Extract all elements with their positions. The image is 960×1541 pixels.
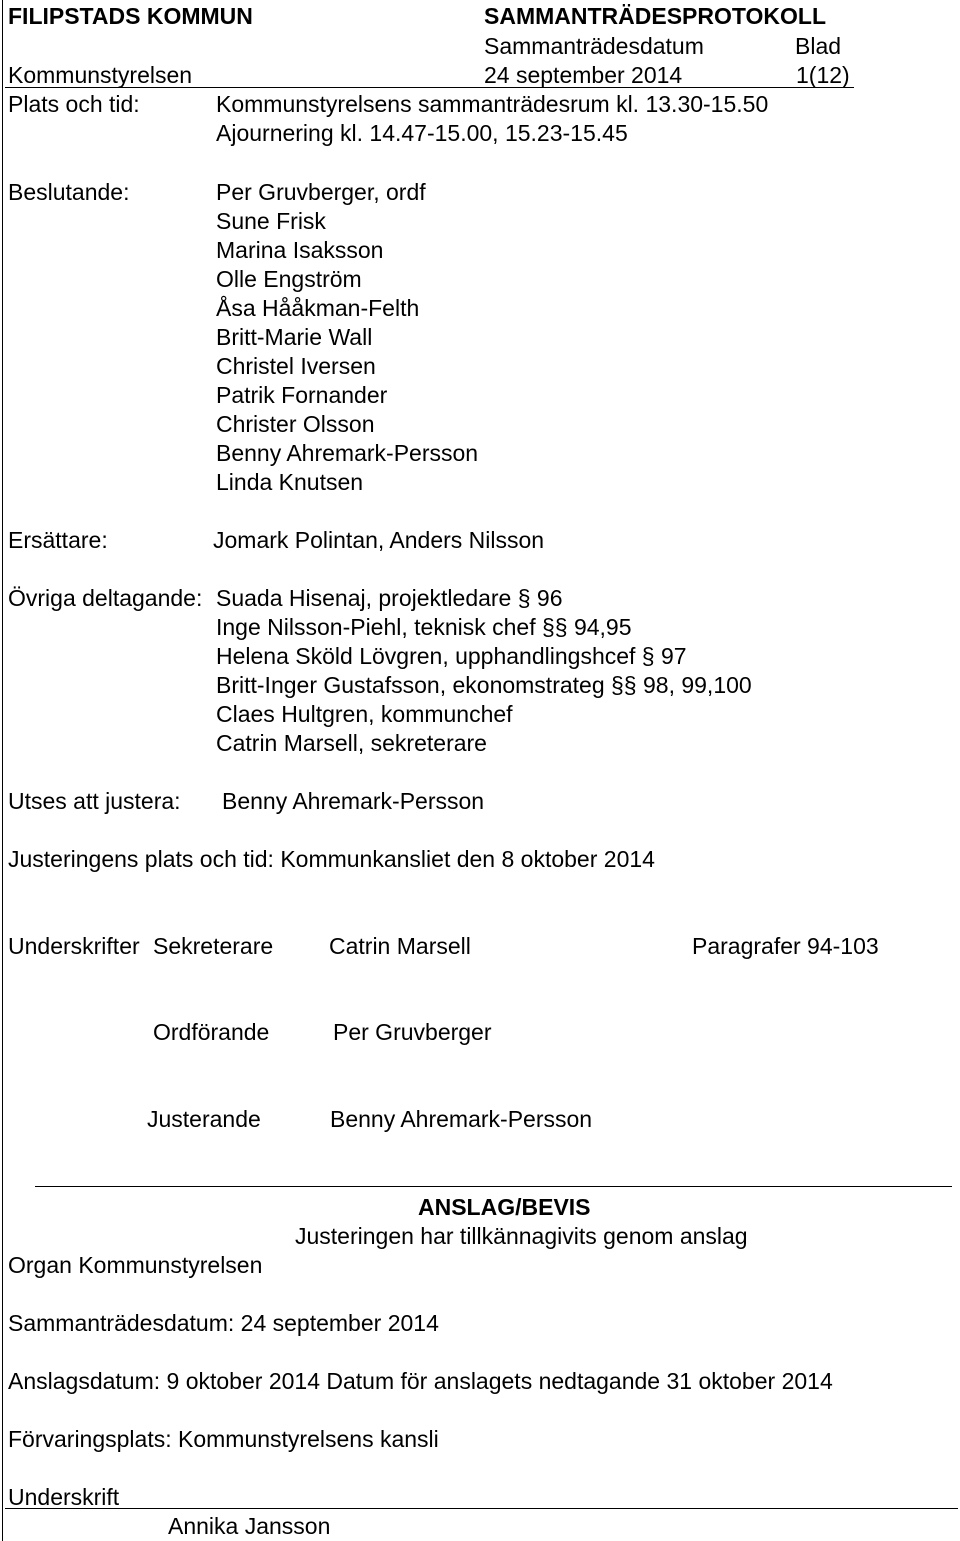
document-type: SAMMANTRÄDESPROTOKOLL xyxy=(484,3,827,29)
other-participant: Catrin Marsell, sekreterare xyxy=(216,730,487,756)
other-participant: Suada Hisenaj, projektledare § 96 xyxy=(216,585,563,611)
notice-subtitle: Justeringen har tillkännagivits genom anslag xyxy=(295,1223,748,1249)
municipality-name: FILIPSTADS KOMMUN xyxy=(8,3,253,29)
signer-name: Annika Jansson xyxy=(168,1513,331,1539)
place-value: Kommunstyrelsens sammanträdesrum kl. 13.30-15.50 xyxy=(216,91,769,117)
signature-label: Underskrift xyxy=(8,1484,120,1510)
page-label: Blad xyxy=(795,33,842,59)
member-item: Marina Isaksson xyxy=(216,237,384,263)
member-item: Åsa Hååkman-Felth xyxy=(216,295,420,321)
member-item: Christel Iversen xyxy=(216,353,376,379)
organ-name: Kommunstyrelsen xyxy=(8,62,193,88)
adjuster-value: Benny Ahremark-Persson xyxy=(222,788,485,814)
substitutes-value: Jomark Polintan, Anders Nilsson xyxy=(213,527,545,553)
member-item: Christer Olsson xyxy=(216,411,375,437)
members-label: Beslutande: xyxy=(8,179,130,205)
header-rule xyxy=(5,87,854,88)
chair-label: Ordförande xyxy=(153,1019,270,1045)
other-participant: Claes Hultgren, kommunchef xyxy=(216,701,513,727)
member-item: Benny Ahremark-Persson xyxy=(216,440,479,466)
meeting-date-label: Sammanträdesdatum xyxy=(484,33,704,59)
member-item: Sune Frisk xyxy=(216,208,326,234)
member-item: Linda Knutsen xyxy=(216,469,364,495)
adjustment-place-time: Justeringens plats och tid: Kommunkansliet den 8 oktober 2014 xyxy=(8,846,655,872)
notice-meeting-date: Sammanträdesdatum: 24 september 2014 xyxy=(8,1310,439,1336)
substitutes-label: Ersättare: xyxy=(8,527,108,553)
place-label: Plats och tid: xyxy=(8,91,140,117)
adjuster-sign-label: Justerande xyxy=(147,1106,261,1132)
left-margin-rule xyxy=(2,0,3,1541)
signatures-label: Underskrifter xyxy=(8,933,140,959)
storage-place: Förvaringsplats: Kommunstyrelsens kansli xyxy=(8,1426,439,1452)
member-item: Britt-Marie Wall xyxy=(216,324,373,350)
member-item: Per Gruvberger, ordf xyxy=(216,179,426,205)
other-participant: Britt-Inger Gustafsson, ekonomstrateg §§ 98, 99,100 xyxy=(216,672,752,698)
others-label: Övriga deltagande: xyxy=(8,585,203,611)
secretary-name: Catrin Marsell xyxy=(329,933,471,959)
signature-line xyxy=(5,1508,958,1509)
other-participant: Helena Sköld Lövgren, upphandlingshcef § 97 xyxy=(216,643,687,669)
notice-title: ANSLAG/BEVIS xyxy=(418,1194,591,1220)
member-item: Patrik Fornander xyxy=(216,382,388,408)
adjournment: Ajournering kl. 14.47-15.00, 15.23-15.45 xyxy=(216,120,628,146)
page-number: 1(12) xyxy=(796,62,850,88)
adjuster-label: Utses att justera: xyxy=(8,788,181,814)
meeting-date: 24 september 2014 xyxy=(484,62,683,88)
adjuster-sign-name: Benny Ahremark-Persson xyxy=(330,1106,593,1132)
notice-dates: Anslagsdatum: 9 oktober 2014 Datum för anslagets nedtagande 31 oktober 2014 xyxy=(8,1368,833,1394)
chair-name: Per Gruvberger xyxy=(333,1019,492,1045)
other-participant: Inge Nilsson-Piehl, teknisk chef §§ 94,95 xyxy=(216,614,632,640)
paragraphs: Paragrafer 94-103 xyxy=(692,933,879,959)
notice-organ: Organ Kommunstyrelsen xyxy=(8,1252,263,1278)
notice-rule xyxy=(35,1186,952,1187)
secretary-label: Sekreterare xyxy=(153,933,274,959)
member-item: Olle Engström xyxy=(216,266,362,292)
